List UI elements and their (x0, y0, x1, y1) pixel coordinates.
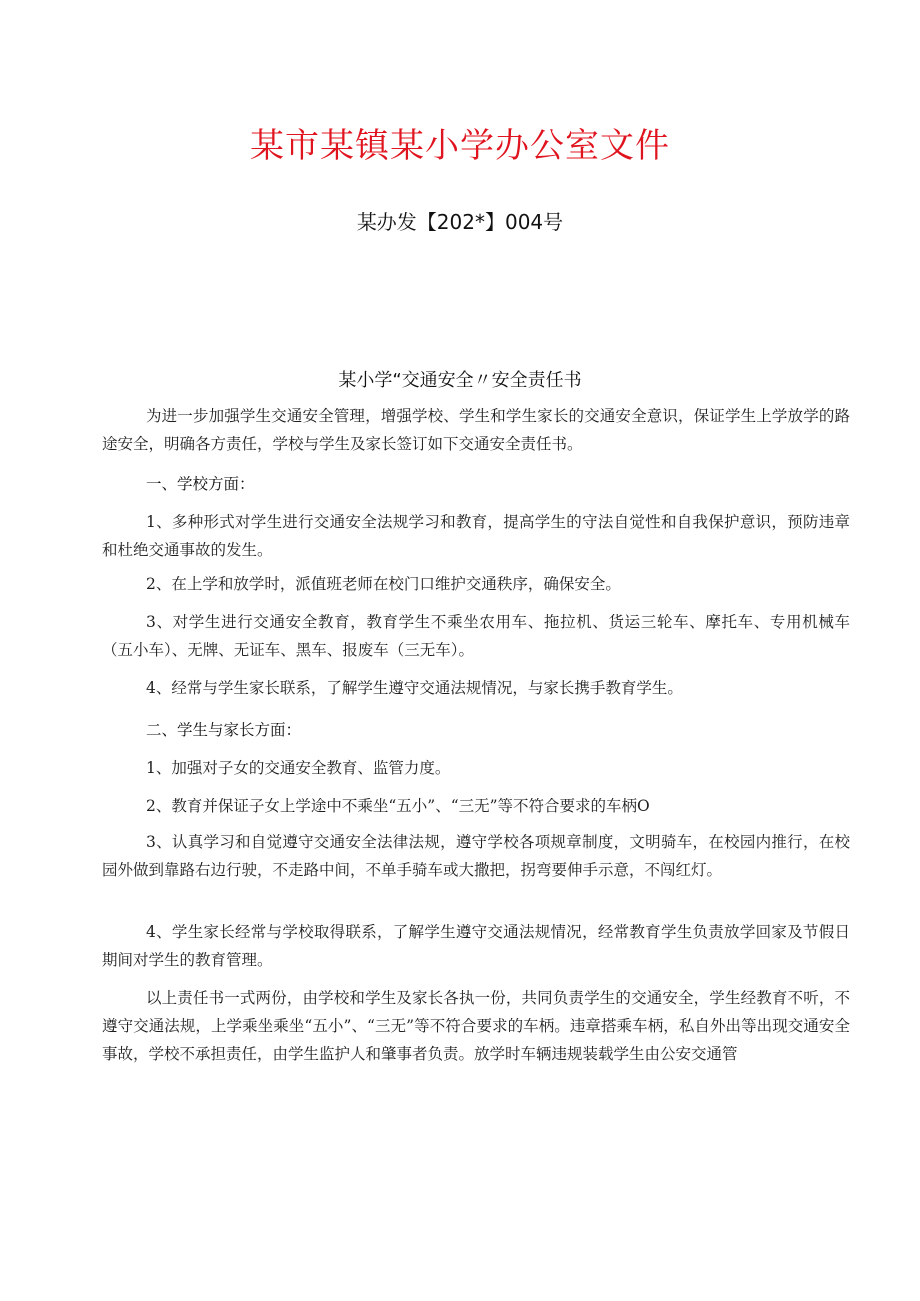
section2-block (102, 716, 850, 744)
section2-item-4-block (102, 918, 850, 974)
section2-item-2: 2、教育并保证子女上学途中不乘坐“五小”、“三无”等不符合要求的车柄O (146, 797, 650, 815)
closing-block (102, 984, 850, 1068)
section1-block (102, 470, 850, 498)
intro-paragraph: 为进一步加强学生交通安全管理，增强学校、学生和学生家长的交通安全意识，保证学生上学放学的路途安全，明确各方责任，学校与学生及家长签订如下交通安全责任书。 (102, 407, 850, 453)
closing-paragraph: 以上责任书一式两份，由学校和学生及家长各执一份，共同负责学生的交通安全，学生经教育不听，不遵守交通法规，上学乘坐乘坐“五小”、“三无”等不符合要求的车柄。违章搭乘车柄，私自外出等出现交通安全事故，学校不承担责任，由学生监护人和肇事者负责。放学时车辆违规装载学生由公安交通管 (102, 989, 850, 1063)
section1-item-1: 1、多种形式对学生进行交通安全法规学习和教育，提高学生的守法自觉性和自我保护意识，预防违章和杜绝交通事故的发生。 (102, 513, 850, 559)
responsibility-letter-heading: 某小学“交通安全〃安全责任书 (338, 370, 582, 391)
section2-item-3: 3、认真学习和自觉遵守交通安全法律法规，遵守学校各项规章制度，文明骑车，在校园内推行，在校园外做到靠路右边行驶，不走路中间，不单手骑车或大撒把，拐弯要伸手示意，不闯红灯。 (102, 833, 850, 879)
section1-item-1-block (102, 508, 850, 564)
section2-item-1-block (102, 754, 850, 782)
document-number: 某办发【202*】004号 (356, 210, 564, 234)
section1-item-4: 4、经常与学生家长联系，了解学生遵守交通法规情况，与家长携手教育学生。 (146, 679, 683, 697)
section2-item-3-block (102, 828, 850, 884)
section2-item-1: 1、加强对子女的交通安全教育、监管力度。 (146, 759, 451, 777)
section1-item-3: 3、对学生进行交通安全教育，教育学生不乘坐农用车、拖拉机、货运三轮车、摩托车、专用机械车（五小车）、无牌、无证车、黑车、报废车（三无车）。 (102, 613, 850, 659)
section2-title: 二、学生与家长方面： (146, 721, 302, 739)
section1-item-2-block (102, 570, 850, 598)
document-header-title: 某市某镇某小学办公室文件 (250, 126, 670, 166)
section1-item-4-block (102, 674, 850, 702)
section1-title: 一、学校方面： (146, 475, 255, 493)
section1-item-3-block (102, 608, 850, 664)
intro-block (102, 402, 850, 458)
section2-item-2-block (102, 792, 850, 820)
section2-item-4: 4、学生家长经常与学校取得联系，了解学生遵守交通法规情况，经常教育学生负责放学回家及节假日期间对学生的教育管理。 (102, 923, 850, 969)
section1-item-2: 2、在上学和放学时，派值班老师在校门口维护交通秩序，确保安全。 (146, 575, 621, 593)
